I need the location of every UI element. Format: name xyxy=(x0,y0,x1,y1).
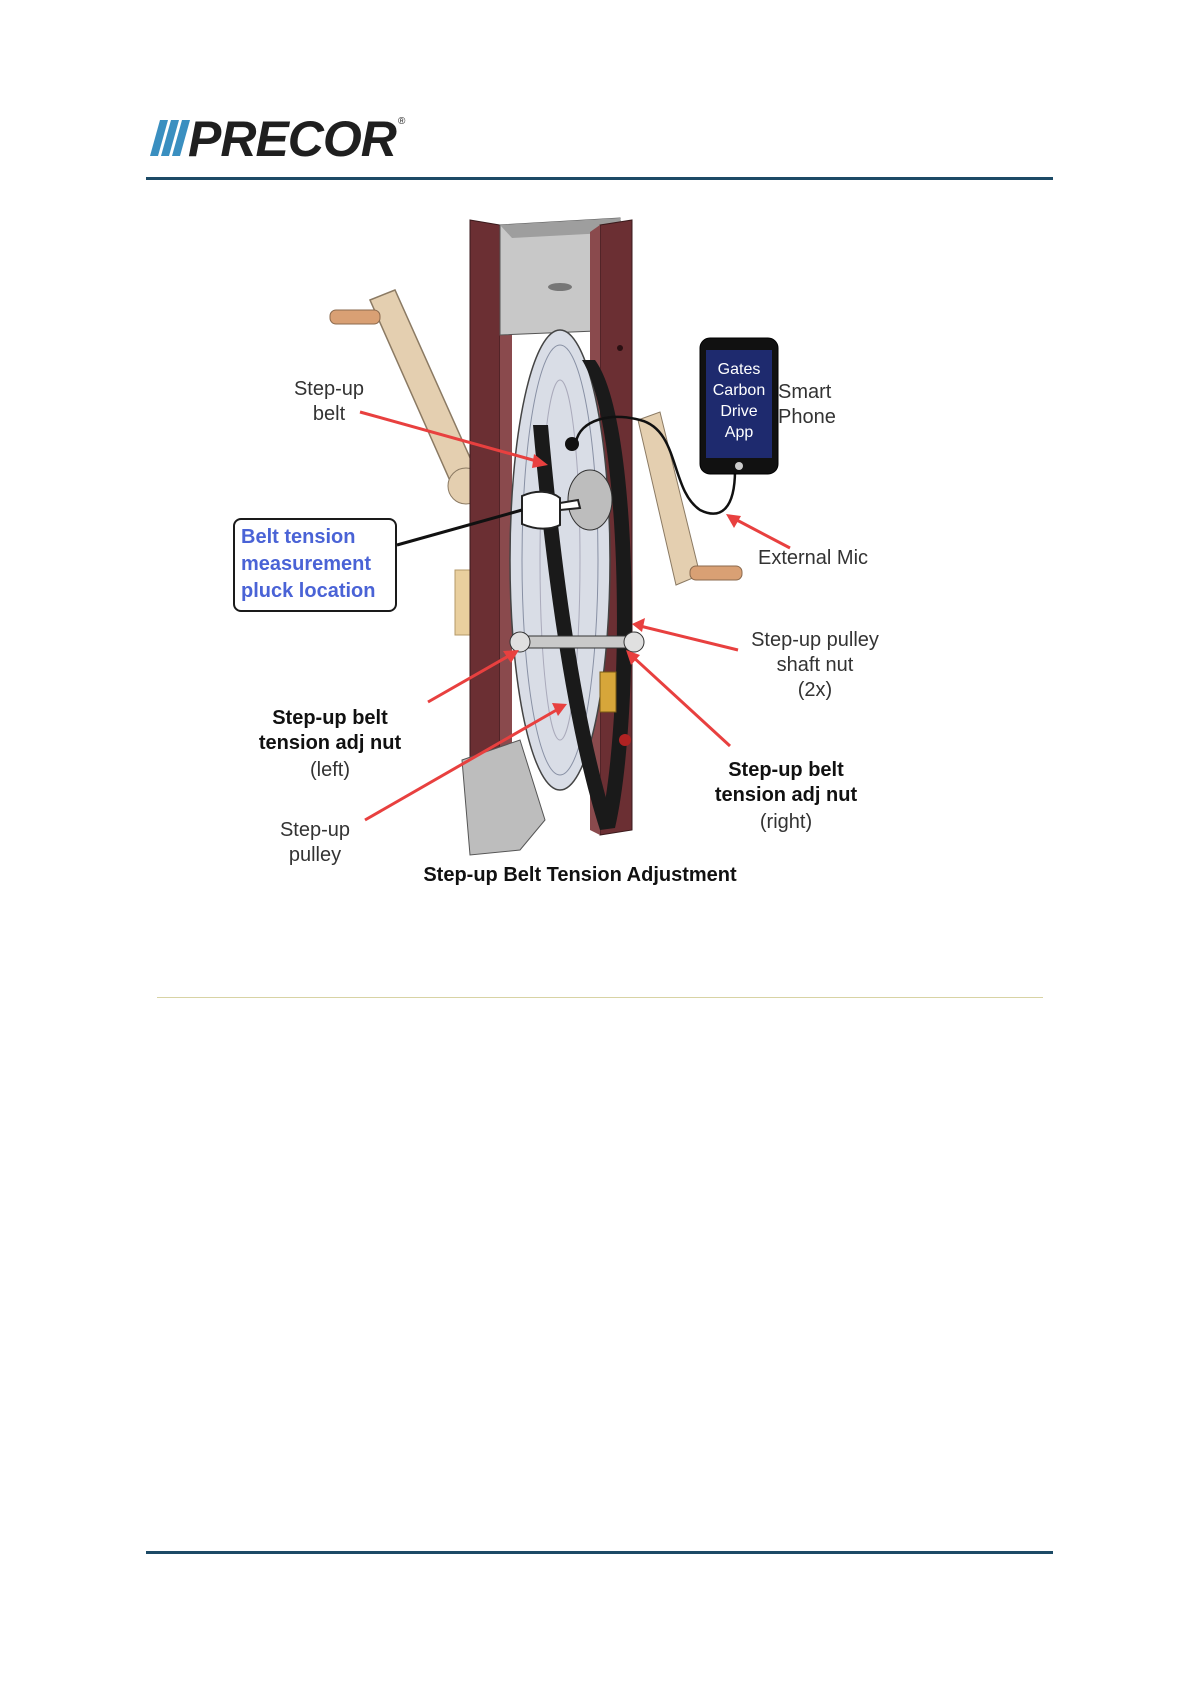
red-knob xyxy=(619,734,631,746)
phone-screen-line-2: Carbon xyxy=(712,382,766,399)
label-external-mic: External Mic xyxy=(758,547,869,569)
pluck-location-callout xyxy=(233,518,397,612)
phone-screen-line-3: Drive xyxy=(720,403,758,420)
phone-screen-line-1: Gates xyxy=(717,361,761,378)
left-shaft-nut xyxy=(510,632,530,652)
logo-wordmark: PRECOR xyxy=(188,111,396,167)
section-divider xyxy=(157,997,1043,998)
phone-screen-line-4: App xyxy=(724,424,754,441)
label-adj-nut-left: Step-up belt tension adj nut xyxy=(258,707,402,754)
arrow-external-mic xyxy=(733,518,790,548)
brass-adjuster xyxy=(600,672,616,712)
label-stepup-pulley: Step-up pulley xyxy=(279,819,351,866)
pulley-shaft xyxy=(520,636,630,648)
footer-rule xyxy=(146,1551,1053,1554)
label-shaft-nut: Step-up pulley shaft nut (2x) xyxy=(751,629,879,701)
logo-registered-mark: ® xyxy=(398,116,406,127)
label-adj-nut-right-sub: (right) xyxy=(759,811,813,833)
logo-stripes-icon xyxy=(146,112,190,162)
figure-caption: Step-up Belt Tension Adjustment xyxy=(423,864,737,886)
label-smart-phone: Smart Phone xyxy=(778,381,836,428)
precor-logo xyxy=(146,111,406,167)
right-shaft-nut xyxy=(624,632,644,652)
callout-text: Belt tension measurement pluck location xyxy=(241,526,376,602)
arrow-shaft-nut xyxy=(640,626,738,650)
label-stepup-belt: Step-up belt xyxy=(293,378,365,425)
arrow-adj-nut-right xyxy=(632,656,730,746)
external-mic-icon xyxy=(565,437,579,451)
header-rule xyxy=(146,177,1053,180)
label-adj-nut-right: Step-up belt tension adj nut xyxy=(714,759,858,806)
label-adj-nut-left-sub: (left) xyxy=(310,759,350,781)
